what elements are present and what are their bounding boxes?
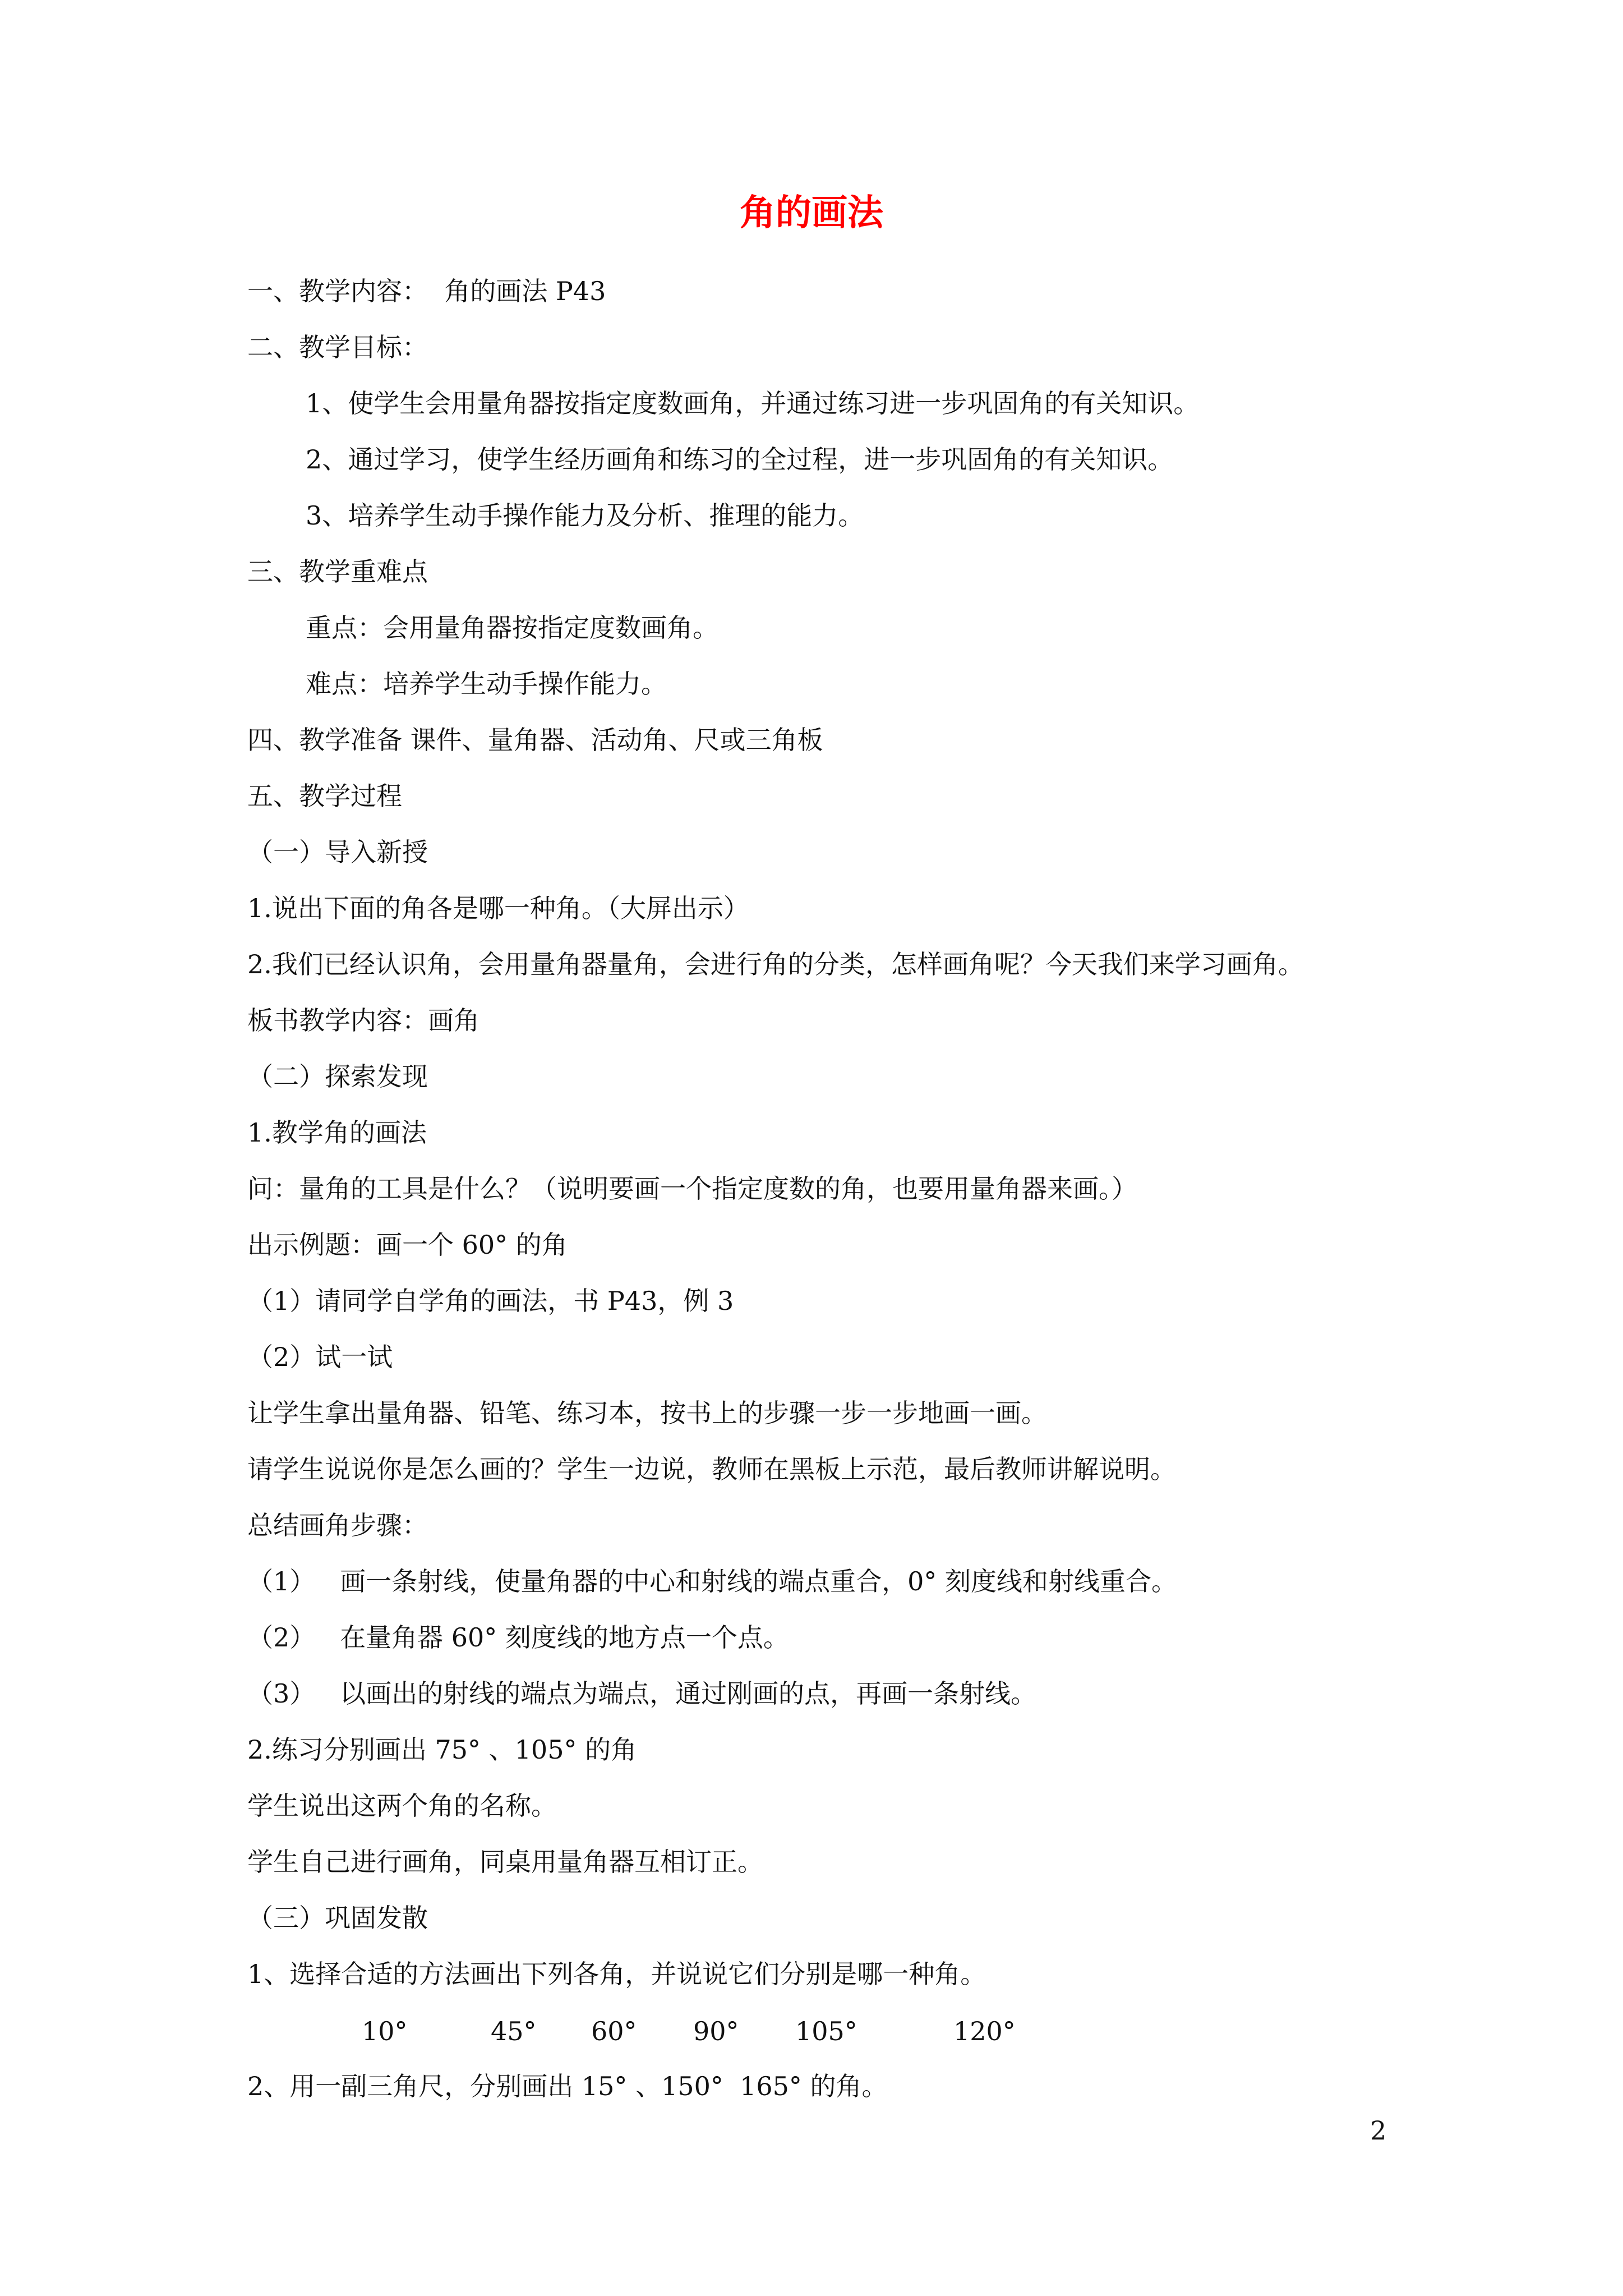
- section-heading-content: 一、教学内容： 角的画法 P43: [247, 276, 606, 306]
- paragraph: 1.说出下面的角各是哪一种角。（大屏出示）: [247, 893, 749, 923]
- subsection-intro: （一）导入新授: [247, 837, 428, 867]
- paragraph: （2）试一试: [247, 1342, 393, 1372]
- paragraph: 1.教学角的画法: [247, 1117, 427, 1148]
- section-heading-process: 五、教学过程: [247, 781, 402, 811]
- angle-value: 10°: [362, 2016, 408, 2046]
- key-point: 重点：会用量角器按指定度数画角。: [306, 613, 718, 643]
- section-heading-goals: 二、教学目标：: [247, 332, 428, 362]
- paragraph: 学生自己进行画角，同桌用量角器互相订正。: [247, 1847, 763, 1877]
- paragraph: （1）请同学自学角的画法，书 P43，例 3: [247, 1286, 734, 1316]
- paragraph: 请学生说说你是怎么画的？学生一边说，教师在黑板上示范，最后教师讲解说明。: [247, 1454, 1176, 1484]
- goal-item-1: 1、使学生会用量角器按指定度数画角，并通过练习进一步巩固角的有关知识。: [306, 388, 1200, 418]
- paragraph: 让学生拿出量角器、铅笔、练习本，按书上的步骤一步一步地画一画。: [247, 1398, 1047, 1428]
- page-number: 2: [1370, 2115, 1387, 2146]
- paragraph: 2.练习分别画出 75° 、105° 的角: [247, 1734, 637, 1765]
- paragraph: 学生说出这两个角的名称。: [247, 1791, 557, 1821]
- step-item-3: （3） 以画出的射线的端点为端点，通过刚画的点，再画一条射线。: [247, 1678, 1037, 1709]
- subsection-explore: （二）探索发现: [247, 1061, 428, 1092]
- exercise-item-2: 2、用一副三角尺，分别画出 15° 、150° 165° 的角。: [247, 2071, 888, 2101]
- angle-value: 45°: [491, 2016, 537, 2046]
- angle-value: 105°: [795, 2016, 857, 2046]
- paragraph: 2.我们已经认识角，会用量角器量角，会进行角的分类，怎样画角呢？今天我们来学习画角。: [247, 949, 1304, 979]
- paragraph: 板书教学内容：画角: [247, 1005, 479, 1036]
- goal-item-2: 2、通过学习，使学生经历画角和练习的全过程，进一步巩固角的有关知识。: [306, 444, 1174, 475]
- page-title: 角的画法: [740, 192, 883, 234]
- section-heading-materials: 四、教学准备 课件、量角器、活动角、尺或三角板: [247, 725, 823, 755]
- subsection-consolidate: （三）巩固发散: [247, 1903, 428, 1933]
- angle-value: 120°: [953, 2016, 1016, 2046]
- paragraph: 总结画角步骤：: [247, 1510, 428, 1540]
- goal-item-3: 3、培养学生动手操作能力及分析、推理的能力。: [306, 500, 864, 531]
- step-item-1: （1） 画一条射线，使量角器的中心和射线的端点重合，0° 刻度线和射线重合。: [247, 1566, 1178, 1596]
- paragraph: 问：量角的工具是什么？（说明要画一个指定度数的角，也要用量角器来画。）: [247, 1174, 1137, 1204]
- angle-value: 90°: [693, 2016, 739, 2046]
- paragraph: 出示例题：画一个 60° 的角: [247, 1230, 568, 1260]
- section-heading-keypoints: 三、教学重难点: [247, 556, 428, 587]
- difficult-point: 难点：培养学生动手操作能力。: [306, 669, 667, 699]
- exercise-item-1: 1、选择合适的方法画出下列各角，并说说它们分别是哪一种角。: [247, 1959, 986, 1989]
- angle-value: 60°: [591, 2016, 637, 2046]
- step-item-2: （2） 在量角器 60° 刻度线的地方点一个点。: [247, 1622, 789, 1653]
